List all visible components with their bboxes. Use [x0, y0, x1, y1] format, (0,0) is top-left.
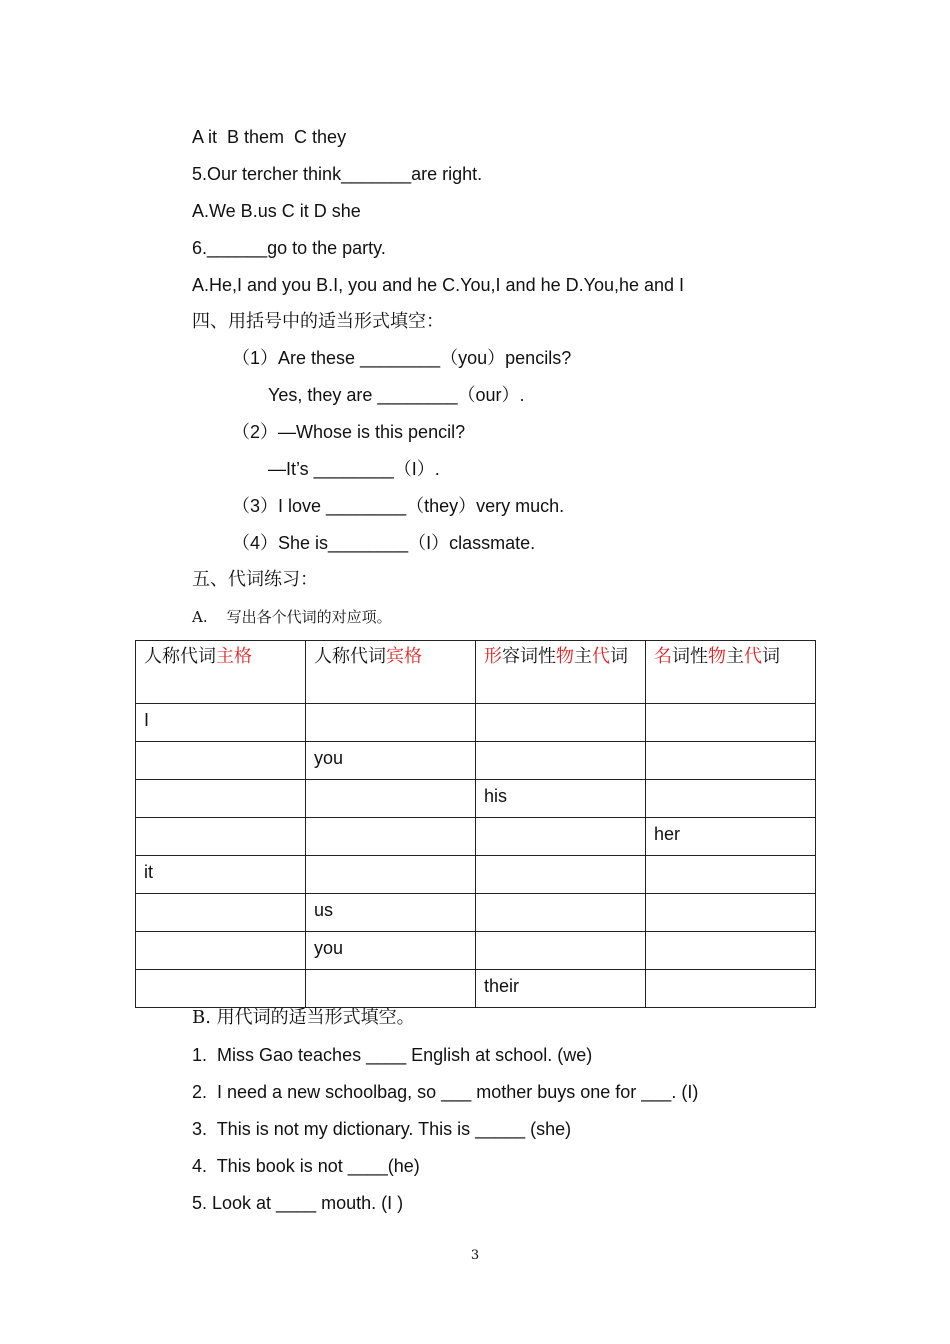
part-b-item-4: 4. This book is not ____(he): [192, 1156, 420, 1176]
table-cell: [136, 742, 306, 780]
fill-q1b: Yes, they are ________（our）.: [268, 385, 525, 405]
fill-q3: （3）I love ________（they）very much.: [232, 496, 565, 516]
part-b-item-2: 2. I need a new schoolbag, so ___ mother buys one for ___. (I): [192, 1082, 699, 1102]
question-6-options: A.He,I and you B.I, you and he C.You,I and he D.You,he and I: [192, 275, 685, 295]
part-b-item-5: 5. Look at ____ mouth. (I ): [192, 1193, 404, 1213]
header-text: 主: [574, 646, 592, 667]
table-row: [136, 894, 816, 932]
table-cell: you: [306, 932, 476, 970]
header-text: 名: [654, 646, 672, 667]
table-row: [136, 932, 816, 970]
table-cell: [646, 856, 816, 894]
table-cell: [136, 780, 306, 818]
table-cell: her: [646, 818, 816, 856]
table-cell: [476, 894, 646, 932]
header-text: 词: [610, 646, 628, 667]
part-a-instruction: A. 写出各个代词的对应项。: [192, 608, 392, 626]
table-cell: [136, 932, 306, 970]
table-cell: [306, 704, 476, 742]
table-cell: [306, 818, 476, 856]
fill-q1a: （1）Are these ________（you）pencils?: [232, 348, 572, 368]
table-cell: I: [136, 704, 306, 742]
part-b-item-1: 1. Miss Gao teaches ____ English at school. (we): [192, 1045, 593, 1065]
header-text: 形: [484, 646, 502, 667]
table-cell: [646, 894, 816, 932]
header-text: 词性: [672, 646, 708, 667]
part-b-item-3: 3. This is not my dictionary. This is _____ (she): [192, 1119, 572, 1139]
pronoun-table: [135, 640, 816, 1008]
table-row: [136, 780, 816, 818]
header-text: 词: [762, 646, 780, 667]
table-cell: [306, 780, 476, 818]
table-header-cell: [306, 641, 476, 704]
header-text: 主: [726, 646, 744, 667]
fill-q4: （4）She is________（I）classmate.: [232, 533, 536, 553]
table-cell: their: [476, 970, 646, 1008]
table-header-row: [136, 641, 816, 704]
header-text: 宾格: [386, 646, 422, 667]
fill-q2a: （2）—Whose is this pencil?: [232, 422, 466, 442]
section-5-title: 五、代词练习：: [192, 569, 318, 590]
header-text: 人称代词: [314, 646, 386, 667]
header-text: 物: [556, 646, 574, 667]
table-row: [136, 970, 816, 1008]
table-cell: it: [136, 856, 306, 894]
header-text: 容词性: [502, 646, 556, 667]
table-cell: us: [306, 894, 476, 932]
table-cell: his: [476, 780, 646, 818]
section-4-title: 四、用括号中的适当形式填空：: [192, 311, 444, 332]
table-cell: [646, 970, 816, 1008]
table-row: [136, 856, 816, 894]
table-cell: [476, 818, 646, 856]
header-text: 主格: [216, 646, 252, 667]
table-header-cell: [646, 641, 816, 704]
fill-q2b: —It’s ________（I）.: [268, 459, 440, 479]
table-body: [136, 704, 816, 1008]
table-cell: [646, 932, 816, 970]
table-cell: [306, 970, 476, 1008]
part-b-title: B. 用代词的适当形式填空。: [192, 1007, 415, 1028]
table-cell: [476, 856, 646, 894]
table-cell: [646, 704, 816, 742]
table-cell: [646, 742, 816, 780]
table-cell: [306, 856, 476, 894]
table-cell: [476, 742, 646, 780]
table-row: [136, 704, 816, 742]
table-cell: [136, 970, 306, 1008]
header-text: 物: [708, 646, 726, 667]
table-cell: [136, 894, 306, 932]
table-cell: [476, 704, 646, 742]
header-text: 代: [744, 646, 762, 667]
page-number: 3: [470, 1248, 480, 1263]
table-row: [136, 742, 816, 780]
table-cell: [646, 780, 816, 818]
table-cell: you: [306, 742, 476, 780]
question-5: 5.Our tercher think_______are right.: [192, 164, 483, 184]
table-cell: [476, 932, 646, 970]
question-6: 6.______go to the party.: [192, 238, 386, 258]
table-header-cell: [136, 641, 306, 704]
header-text: 人称代词: [144, 646, 216, 667]
question-5-options: A.We B.us C it D she: [192, 201, 361, 221]
table-cell: [136, 818, 306, 856]
table-header-cell: [476, 641, 646, 704]
option-line-1: A it B them C they: [192, 127, 347, 147]
table-row: [136, 818, 816, 856]
header-text: 代: [592, 646, 610, 667]
